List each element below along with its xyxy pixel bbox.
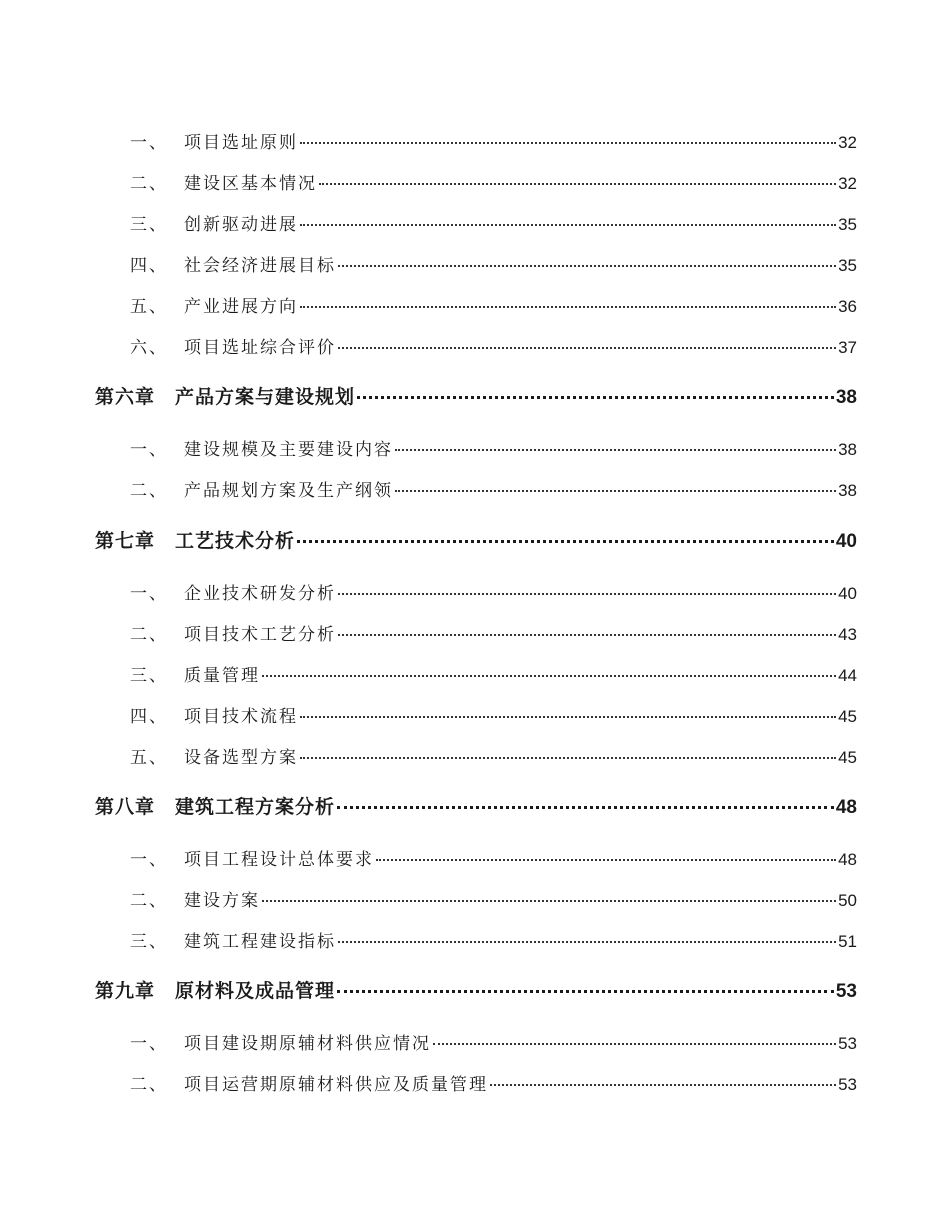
- page-number: 37: [838, 338, 857, 357]
- entry-title: 项目运营期原辅材料供应及质量管理: [184, 1075, 488, 1095]
- toc-entry[interactable]: [130, 333, 857, 358]
- page-number: 40: [838, 584, 857, 603]
- entry-title: 项目选址原则: [184, 133, 298, 153]
- entry-number: 一、: [130, 850, 168, 870]
- entry-title: 建设规模及主要建设内容: [184, 440, 393, 460]
- chapter-number: 第七章: [95, 530, 156, 552]
- toc-entry[interactable]: [130, 620, 857, 645]
- dot-leader: [300, 306, 836, 308]
- toc-entry[interactable]: [130, 927, 857, 952]
- entry-title: 创新驱动进展: [184, 215, 298, 235]
- entry-title: 社会经济进展目标: [184, 256, 336, 276]
- dot-leader: [262, 900, 836, 902]
- page-number: 53: [838, 1075, 857, 1094]
- toc-entry[interactable]: [130, 476, 857, 501]
- entry-title: 质量管理: [184, 666, 260, 686]
- toc-chapter-entry[interactable]: [95, 382, 857, 409]
- entry-title: 产业进展方向: [184, 297, 298, 317]
- dot-leader: [338, 941, 836, 943]
- entry-title: 项目技术工艺分析: [184, 625, 336, 645]
- entry-title: 设备选型方案: [184, 748, 298, 768]
- dot-leader: [395, 490, 836, 492]
- toc-entry[interactable]: [130, 435, 857, 460]
- page-number: 44: [838, 666, 857, 685]
- entry-number: 四、: [130, 707, 168, 727]
- entry-number: 三、: [130, 932, 168, 952]
- page-number: 36: [838, 297, 857, 316]
- dot-leader: [376, 859, 836, 861]
- page-number: 40: [835, 531, 857, 552]
- toc-chapter-entry[interactable]: [95, 976, 857, 1003]
- chapter-title: 工艺技术分析: [175, 530, 296, 552]
- entry-number: 二、: [130, 625, 168, 645]
- page-number: 51: [838, 932, 857, 951]
- toc-entry[interactable]: [130, 845, 857, 870]
- entry-number: 一、: [130, 133, 168, 153]
- toc-entry[interactable]: [130, 128, 857, 153]
- entry-number: 三、: [130, 666, 168, 686]
- entry-number: 五、: [130, 297, 168, 317]
- dot-leader: [337, 806, 834, 809]
- toc-entry[interactable]: [130, 579, 857, 604]
- page-number: 32: [838, 133, 857, 152]
- entry-number: 三、: [130, 215, 168, 235]
- dot-leader: [300, 757, 836, 759]
- dot-leader: [338, 634, 836, 636]
- chapter-number: 第八章: [95, 796, 156, 818]
- page-number: 50: [838, 891, 857, 910]
- dot-leader: [395, 449, 836, 451]
- entry-title: 产品规划方案及生产纲领: [184, 481, 393, 501]
- entry-number: 二、: [130, 891, 168, 911]
- toc-entry[interactable]: [130, 251, 857, 276]
- entry-title: 项目工程设计总体要求: [184, 850, 374, 870]
- entry-number: 一、: [130, 1034, 168, 1054]
- page-number: 38: [835, 387, 857, 408]
- dot-leader: [433, 1043, 836, 1045]
- page-number: 38: [838, 481, 857, 500]
- dot-leader: [297, 540, 834, 543]
- entry-number: 一、: [130, 440, 168, 460]
- chapter-number: 第六章: [95, 386, 156, 408]
- page-number: 35: [838, 256, 857, 275]
- toc-entry[interactable]: [130, 169, 857, 194]
- toc-entry[interactable]: [130, 210, 857, 235]
- toc-entry[interactable]: [130, 1070, 857, 1095]
- toc-entry[interactable]: [130, 661, 857, 686]
- page-number: 38: [838, 440, 857, 459]
- entry-title: 项目建设期原辅材料供应情况: [184, 1034, 431, 1054]
- dot-leader: [357, 396, 834, 399]
- entry-number: 六、: [130, 338, 168, 358]
- toc-chapter-entry[interactable]: [95, 792, 857, 819]
- entry-number: 五、: [130, 748, 168, 768]
- page-number: 53: [838, 1034, 857, 1053]
- chapter-number: 第九章: [95, 980, 156, 1002]
- entry-number: 二、: [130, 481, 168, 501]
- entry-title: 建筑工程建设指标: [184, 932, 336, 952]
- page-number: 43: [838, 625, 857, 644]
- toc-entry[interactable]: [130, 1029, 857, 1054]
- entry-number: 四、: [130, 256, 168, 276]
- entry-title: 项目技术流程: [184, 707, 298, 727]
- dot-leader: [338, 593, 836, 595]
- page-number: 32: [838, 174, 857, 193]
- toc-entry[interactable]: [130, 702, 857, 727]
- entry-number: 二、: [130, 1075, 168, 1095]
- chapter-title: 产品方案与建设规划: [175, 386, 356, 408]
- entry-number: 一、: [130, 584, 168, 604]
- toc-entry[interactable]: [130, 292, 857, 317]
- page-number: 48: [838, 850, 857, 869]
- dot-leader: [338, 347, 836, 349]
- entry-title: 建设方案: [184, 891, 260, 911]
- toc-entry[interactable]: [130, 886, 857, 911]
- chapter-title: 建筑工程方案分析: [175, 796, 336, 818]
- page-number: 53: [835, 981, 857, 1002]
- dot-leader: [300, 142, 836, 144]
- toc-chapter-entry[interactable]: [95, 526, 857, 553]
- page-number: 48: [835, 797, 857, 818]
- entry-title: 建设区基本情况: [184, 174, 317, 194]
- dot-leader: [490, 1084, 836, 1086]
- entry-title: 企业技术研发分析: [184, 584, 336, 604]
- dot-leader: [300, 224, 836, 226]
- dot-leader: [300, 716, 836, 718]
- dot-leader: [319, 183, 836, 185]
- toc-entry[interactable]: [130, 743, 857, 768]
- dot-leader: [337, 990, 834, 993]
- dot-leader: [338, 265, 836, 267]
- entry-number: 二、: [130, 174, 168, 194]
- entry-title: 项目选址综合评价: [184, 338, 336, 358]
- chapter-title: 原材料及成品管理: [175, 980, 336, 1002]
- dot-leader: [262, 675, 836, 677]
- page-number: 45: [838, 748, 857, 767]
- page-number: 45: [838, 707, 857, 726]
- page-number: 35: [838, 215, 857, 234]
